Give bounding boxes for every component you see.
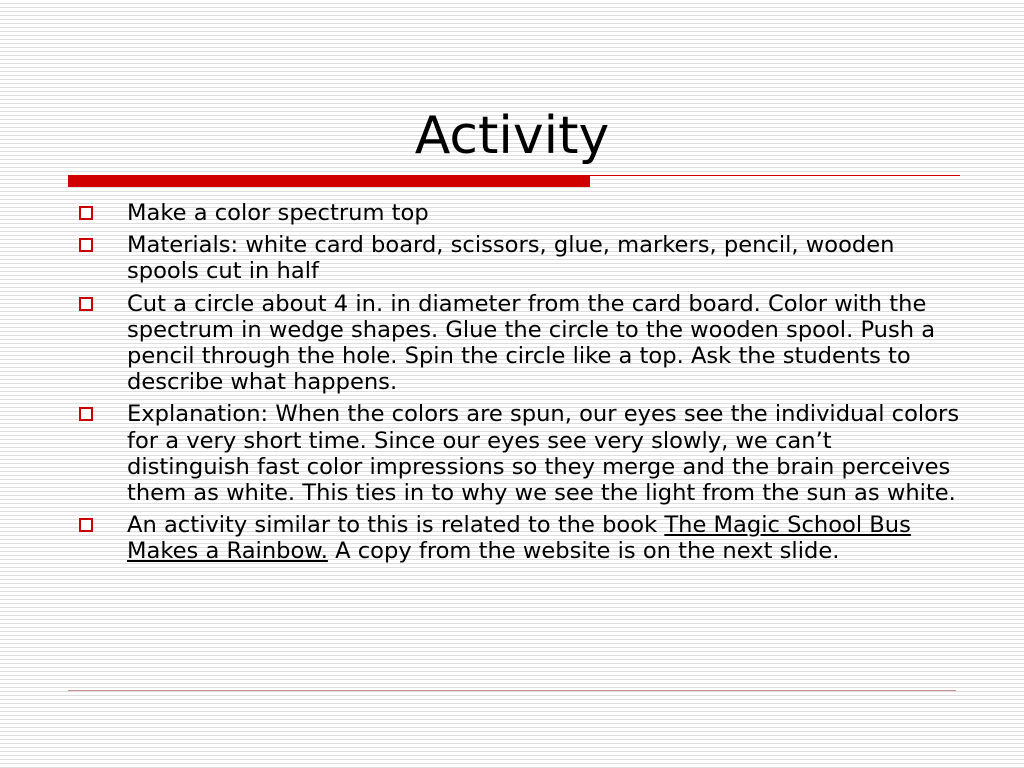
bullet-text-before: An activity similar to this is related to the book: [127, 512, 665, 539]
bullet-text: Explanation: When the colors are spun, our eyes see the individual colors for a very short time. Since our eyes see very slowly, we can’t distinguish fast color impressions so they merge and the brain perceives them as white. This ties in to why we see the light from the sun as white.: [127, 401, 960, 507]
hollow-square-bullet-icon: [79, 407, 93, 421]
title-underline-thin: [590, 175, 960, 176]
bullet-item: [76, 291, 961, 396]
bullet-item: [76, 512, 961, 564]
bullet-list: [76, 200, 961, 571]
title-underline-thick: [68, 175, 590, 187]
hollow-square-bullet-icon: [79, 518, 93, 532]
bullet-item: [76, 232, 961, 284]
bullet-text: Cut a circle about 4 in. in diameter from the card board. Color with the spectrum in wedge shapes. Glue the circle to the wooden spool. Push a pencil through the hole. Spin the circle like a top. Ask the students to describe what happens.: [127, 290, 936, 396]
footer-divider: [68, 690, 956, 691]
book-title-link[interactable]: The Magic School Bus Makes a Rainbow.: [127, 512, 911, 565]
slide-title: Activity: [414, 106, 610, 166]
hollow-square-bullet-icon: [79, 297, 93, 311]
hollow-square-bullet-icon: [79, 206, 93, 220]
hollow-square-bullet-icon: [79, 238, 93, 252]
bullet-text: Make a color spectrum top: [127, 200, 429, 226]
bullet-text-after: A copy from the website is on the next slide.: [327, 538, 840, 565]
bullet-item: [76, 200, 961, 226]
bullet-item: [76, 401, 961, 506]
bullet-text: Materials: white card board, scissors, glue, markers, pencil, wooden spools cut in half: [127, 232, 895, 285]
